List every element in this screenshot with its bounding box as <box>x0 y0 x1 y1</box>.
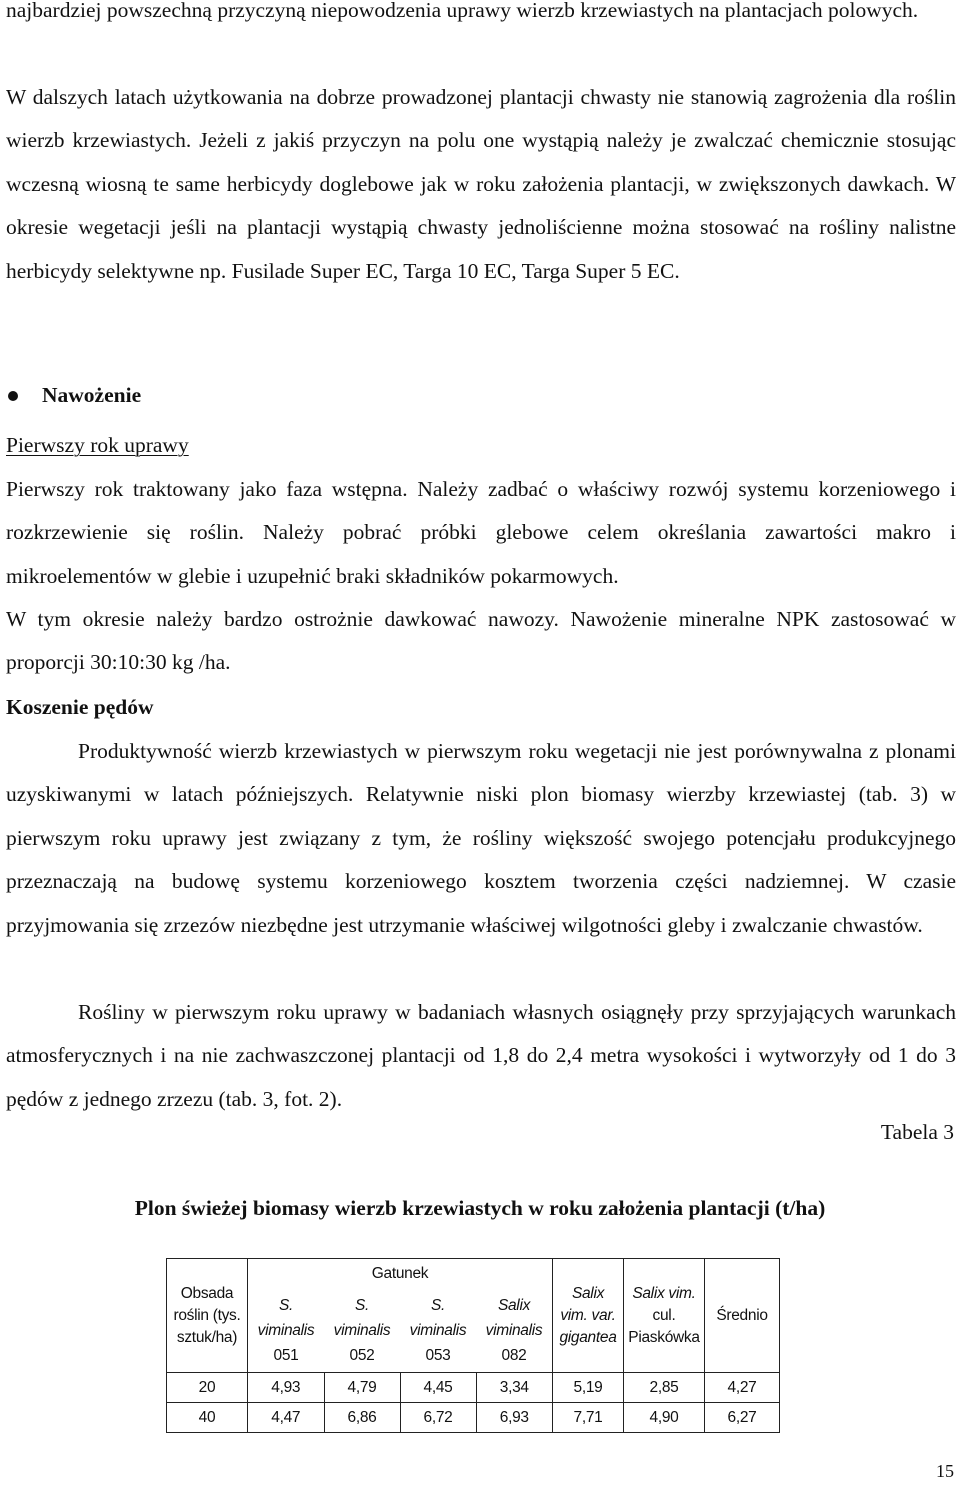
header-col-1: S. viminalis 051 <box>248 1289 325 1373</box>
cell: 4,93 <box>248 1373 325 1403</box>
paragraph-fertilizer: W tym okresie należy bardzo ostrożnie dawkować nawozy. Nawożenie mineralne NPK zastosować w proporcji 30:10:30 kg /ha. <box>6 607 956 675</box>
paragraph-first-year: Pierwszy rok traktowany jako faza wstępna. Należy zadbać o właściwy rozwój systemu korzeniowego i rozkrzewienie się roślin. Należy pobrać próbki glebowe celem określania zawartości makro i mikroelementów w glebie i uzupełnić braki składników pokarmowych. <box>6 477 956 588</box>
header-col-6: Salix vim. cul. Piaskówka <box>624 1259 705 1373</box>
section-heading-row <box>6 383 141 408</box>
cell: 7,71 <box>553 1403 624 1433</box>
header-col-2: S. viminalis 052 <box>324 1289 400 1373</box>
table-row <box>167 1373 780 1403</box>
header-srednio: Średnio <box>705 1259 780 1373</box>
cell: 3,34 <box>476 1373 553 1403</box>
cell: 4,79 <box>324 1373 400 1403</box>
cell: 6,86 <box>324 1403 400 1433</box>
cell: 4,47 <box>248 1403 325 1433</box>
table-caption: Plon świeżej biomasy wierzb krzewiastych w roku założenia plantacji (t/ha) <box>134 1196 826 1220</box>
cell: 20 <box>167 1373 248 1403</box>
cell: 2,85 <box>624 1373 705 1403</box>
cell: 4,90 <box>624 1403 705 1433</box>
paragraph-productivity: Produktywność wierzb krzewiastych w pierwszym roku wegetacji nie jest porównywalna z plonami uzyskiwanymi w latach późniejszych. Relatywnie niski plon biomasy wierzby krzewiastej (tab. 3) w pierwszym roku uprawy jest związany z tym, że rośliny większość swojego potencjału produkcyjnego przeznaczają na budowę systemu korzeniowego kosztem tworzenia części nadziemnej. W czasie przyjmowania się zrzezów niezbędne jest utrzymanie właściwej wilgotności gleby i zwalczanie chwastów. <box>6 739 956 937</box>
bullet-icon <box>8 391 18 401</box>
heading-koszenie: Koszenie pędów <box>6 695 154 719</box>
cell: 5,19 <box>553 1373 624 1403</box>
paragraph-plants: Rośliny w pierwszym roku uprawy w badaniach własnych osiągnęły przy sprzyjających warunkach atmosferycznych i na nie zachwaszczonej plantacji od 1,8 do 2,4 metra wysokości i wytworzyły od 1 do 3 pędów z jednego zrzezu (tab. 3, fot. 2). <box>6 1000 956 1111</box>
table-row <box>167 1403 780 1433</box>
header-gatunek: Gatunek <box>248 1259 553 1289</box>
page-number: 15 <box>936 1461 954 1481</box>
cell: 4,27 <box>705 1373 780 1403</box>
header-col-3: S. viminalis 053 <box>400 1289 476 1373</box>
header-col-5: Salix vim. var. gigantea <box>553 1259 624 1373</box>
header-col-4: Salix viminalis 082 <box>476 1289 553 1373</box>
cell: 6,72 <box>400 1403 476 1433</box>
subheading: Pierwszy rok uprawy <box>6 433 189 457</box>
paragraph-weeds: W dalszych latach użytkowania na dobrze prowadzonej plantacji chwasty nie stanowią zagrożenia dla roślin wierzb krzewiastych. Jeżeli z jakiś przyczyn na polu one wystąpią należy je zwalczać chemicznie stosując wczesną wiosną te same herbicydy doglebowe jak w roku założenia plantacji, w zwiększonych dawkach. W okresie wegetacji jeśli na plantacji wystąpią chwasty jednoliścienne można stosować na rośliny nalistne herbicydy selektywne np. Fusilade Super EC, Targa 10 EC, Targa Super 5 EC. <box>6 85 956 283</box>
biomass-table <box>166 1258 780 1433</box>
section-heading: Nawożenie <box>42 383 142 407</box>
cell: 6,93 <box>476 1403 553 1433</box>
cell: 4,45 <box>400 1373 476 1403</box>
header-obsada: Obsada roślin (tys. sztuk/ha) <box>167 1259 248 1373</box>
cell: 40 <box>167 1403 248 1433</box>
table-label: Tabela 3 <box>880 1120 954 1144</box>
paragraph-continuation: najbardziej powszechną przyczyną niepowodzenia uprawy wierzb krzewiastych na plantacjach polowych. <box>6 0 919 22</box>
cell: 6,27 <box>705 1403 780 1433</box>
